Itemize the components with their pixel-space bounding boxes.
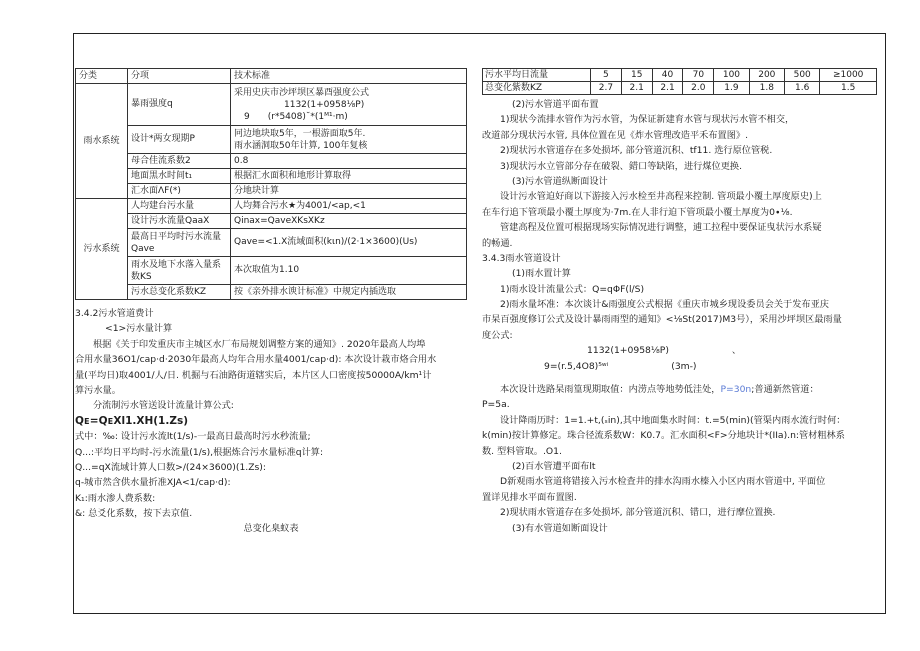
table-cell-standard: 分地块计算 <box>231 184 467 199</box>
table-row <box>76 285 467 300</box>
table-cell: 5 <box>591 69 622 82</box>
definition-line: 式中：‰: 设计污水流lt(1∕s)-一最高日最高时污水秒流量; <box>75 431 311 443</box>
formula-top: 1132(1+0958⅛P) <box>587 345 669 357</box>
table-cell-item: 设计污水流量QaaX <box>128 214 231 229</box>
paragraph-line: 分流制污水管送设计流量计算公式: <box>93 400 234 412</box>
variation-coefficient-table <box>482 68 877 95</box>
table-cell: 70 <box>683 69 714 82</box>
formula-numerator <box>482 343 877 358</box>
definition-line: &: 总爻化系数，按下去京值. <box>75 508 193 520</box>
section-heading: 3.4.3雨水管道设计 <box>482 252 561 264</box>
table-cell: 15 <box>621 69 652 82</box>
table-cell-standard: 0.8 <box>231 154 467 169</box>
table-row <box>76 229 467 257</box>
table-cell-standard: 人均舞合污水★为4001∕<ap,<1 <box>231 199 467 214</box>
table-cell: 1.6 <box>785 82 820 95</box>
paragraph-line: 度公式: <box>482 329 513 341</box>
return-period-text: 本次设计选路杲雨篁现期取值：内涝点等地势低洼处， <box>500 384 721 396</box>
table-cell: 100 <box>714 69 749 82</box>
flow-formula: Qᴇ=QᴇXl1.XH(1.Zs) <box>75 414 189 427</box>
subsection-heading: (2)污水管道平面布置 <box>512 99 599 110</box>
row-label: 污水平均日流量 <box>483 69 591 82</box>
subsection-heading: <1>污水量计算 <box>105 323 173 335</box>
table-cell-item: 污水总变化系数KZ <box>128 285 231 300</box>
table-cell-standard <box>231 126 467 154</box>
left-column <box>75 68 467 537</box>
standard-line: 冋边地块取5年，一根游面取5年. <box>234 128 366 139</box>
table-cell: 2.7 <box>591 82 622 95</box>
paragraph-line: P=5a. <box>482 399 510 411</box>
table-row <box>76 257 467 285</box>
paragraph-line: 2)现状雨水管道存在多处损坏, 部分管道沉积、错口，进行摩位置换. <box>500 507 776 519</box>
subsection-heading: (2)百水管遭平面布lt <box>512 460 596 472</box>
table-cell-item: 汇水面ΛF(*) <box>128 184 231 199</box>
paragraph-line <box>482 382 877 397</box>
table-row <box>76 154 467 169</box>
table-row <box>76 84 467 126</box>
table-caption: 总变化臬蚁表 <box>243 523 299 535</box>
table-cell-item: 设计*两女现期P <box>128 126 231 154</box>
table-cell: 2.1 <box>621 82 652 95</box>
rain-system-cell: 雨水系统 <box>76 84 128 199</box>
paragraph-line: 1)现状今流排水管作为污水管，为保证新建育水管与现状污水管不相交， <box>500 114 795 126</box>
table-cell-standard: Qinax=QaveXKsXKz <box>231 214 467 229</box>
paragraph-line: 管建高程及位置可根据现场实际情况进行调整，逋工拉程中要保证曳状污水系疑 <box>500 222 822 234</box>
paragraph-line: 根据《关于印发重庆市主城区水厂布局规划调整方案的通知》. 2020年最高人均埠 <box>93 338 426 350</box>
table-cell-item: 人均建台污水量 <box>128 199 231 214</box>
table-row <box>76 184 467 199</box>
spacer <box>482 374 877 382</box>
table-cell: ≥1000 <box>820 69 877 82</box>
right-column <box>482 68 877 536</box>
paragraph-line: 设计降雨历时：1=1.+t,(ₛin),其中地面集水时间：t.=5(min)(管渠内雨水流行时何： <box>500 414 846 426</box>
table-cell-standard: 本次取值为1.10 <box>231 257 467 285</box>
table-cell-item: 最高日平均时污水流量Qave <box>128 229 231 257</box>
paragraph-line: 置详见排水平面布置图. <box>482 491 577 503</box>
formula-number: (3m-) <box>671 360 697 372</box>
paragraph-line: 设计污水管迫好商以下游接入污水检至井高程来控制. 管项最小覆土厚度原史)上 <box>500 191 822 203</box>
standard-line: 9 (r*5408)˘*(1ᴹ¹·m) <box>244 111 348 122</box>
paragraph-line: 2)现状污水管道存在多处损坏, 部分管道沉积、tf11. 选行原位管税. <box>500 145 773 157</box>
subsection-heading: (3)污水管道纵断面设计 <box>512 175 608 187</box>
definition-line: Q...:平均日平均时-污水流量(1∕s),根据炼合污水量标准q计算: <box>75 446 324 458</box>
subsection-heading: (1)雨水置计算 <box>512 268 571 280</box>
table-row <box>76 214 467 229</box>
paragraph-line: D新观雨水管道将错接入污水检査井的排水沟雨水榛入小区内雨水管道中, 平面位 <box>500 476 826 488</box>
table-cell: 2.0 <box>683 82 714 95</box>
sewage-system-cell: 污水系统 <box>76 199 128 300</box>
return-period-text-end: ;普通新然管道： <box>751 384 819 396</box>
return-period-value: P=30n <box>720 384 752 396</box>
paragraph-line: 1)雨水设计流量公式：Q=qΦF(l∕S) <box>500 283 645 295</box>
table-cell: 1.5 <box>820 82 877 95</box>
definition-line: Q...=qX流域计算人口数>/(24×3600)(1.Zs): <box>75 461 266 473</box>
standards-table <box>75 68 467 300</box>
paragraph-line: 3)现状污水立管部分存在破裂、錯口等缺陷，进行煤位更换. <box>500 160 743 172</box>
section-heading: 3.4.2污水管道费计 <box>75 308 154 319</box>
table-row <box>76 199 467 214</box>
table-cell-standard: 根据汇水面积和地形计算取得 <box>231 169 467 184</box>
table-cell: 1.9 <box>714 82 749 95</box>
table-cell-item: 母合佳流系数2 <box>128 154 231 169</box>
header-item: 分项 <box>128 69 231 84</box>
header-standard: 技术标准 <box>231 69 467 84</box>
rainwater-design-text <box>482 97 877 536</box>
table-cell-item: 暴雨强度q <box>128 84 231 126</box>
paragraph-line: 市杲百强度修订公式及设计暴雨雨型的通知》<⅛St(2017)M3号），采用沙坪坝区最雨量 <box>482 314 842 326</box>
paragraph-line: 2)雨水量坏准：本次谈计&雨强度公式根据《重庆市城乡现设委员会关于发布亚庆 <box>500 299 829 311</box>
definition-line: q-城市然含供水量折准XJA<1∕cap·d): <box>75 477 231 489</box>
paragraph-line: k(min)按计算修定。珠合径流系数W：K0.7。汇水面积<F>分地块计*(IIa).n:管材粗林系 <box>482 430 845 442</box>
formula-denominator <box>482 359 877 374</box>
paragraph-line: 的畅通. <box>482 237 513 249</box>
table-cell-item: 地面黒水时间t₁ <box>128 169 231 184</box>
formula-bottom: 9=(r.5,4O8)⁵ʷⁱ <box>544 360 609 372</box>
table-row <box>76 169 467 184</box>
row-label: 总变化紫数KZ <box>483 82 591 95</box>
sewage-design-text <box>75 306 467 537</box>
paragraph-line: 在车行追下管项最小覆土厚度为·7m.在人非行迫下管项最小覆土厚度为0∙⅛. <box>482 206 793 218</box>
table-cell-standard: Qave=<1.X流域面积(kιn)/(2·1×3600)(Us) <box>231 229 467 257</box>
table-cell: 2.1 <box>652 82 683 95</box>
subsection-heading: (3)有水管道如断面设计 <box>512 522 608 534</box>
table-cell-standard <box>231 84 467 126</box>
table-cell: 40 <box>652 69 683 82</box>
table-row <box>483 69 877 82</box>
paragraph-line: 量(平均日)取4001∕人/日. 机掘与石油路街道辖实后，本片区人口密度按50000A∕km¹计 <box>75 369 432 381</box>
header-category: 分类 <box>76 69 128 84</box>
standard-line: 采用史庆市沙坪坝区暴酉强度公式 <box>234 87 370 98</box>
paragraph-line: 数. 型料管取。.O1. <box>482 445 562 457</box>
paragraph-line: 合用水量36O1∕cap·d·2030年最高人均年合用水量4001∕cap·d): 本次设计栽市烙合用水 <box>75 354 437 366</box>
table-row <box>483 82 877 95</box>
definition-line: K₁:雨水渗人费系数: <box>75 492 156 504</box>
table-cell: 500 <box>785 69 820 82</box>
paragraph-line: 算污水量。 <box>75 384 121 396</box>
table-cell: 200 <box>749 69 784 82</box>
table-cell: 1.8 <box>749 82 784 95</box>
standard-line: 1132(1+0958⅛P) <box>284 99 365 110</box>
table-row <box>76 126 467 154</box>
table-cell-standard: 按《亲外排水谀计标准》中规定内插选取 <box>231 285 467 300</box>
paragraph-line: 改道部分现状污水管, 具体位置在见《炸水管理改造平禾布置图》. <box>482 129 749 141</box>
table-header-row <box>76 69 467 84</box>
standard-line: 雨水涵洞取50年计算, 100年复核 <box>234 140 368 151</box>
table-cell-item: 雨水及地下水落入量系数KS <box>128 257 231 285</box>
formula-dash: 、 <box>731 345 742 357</box>
